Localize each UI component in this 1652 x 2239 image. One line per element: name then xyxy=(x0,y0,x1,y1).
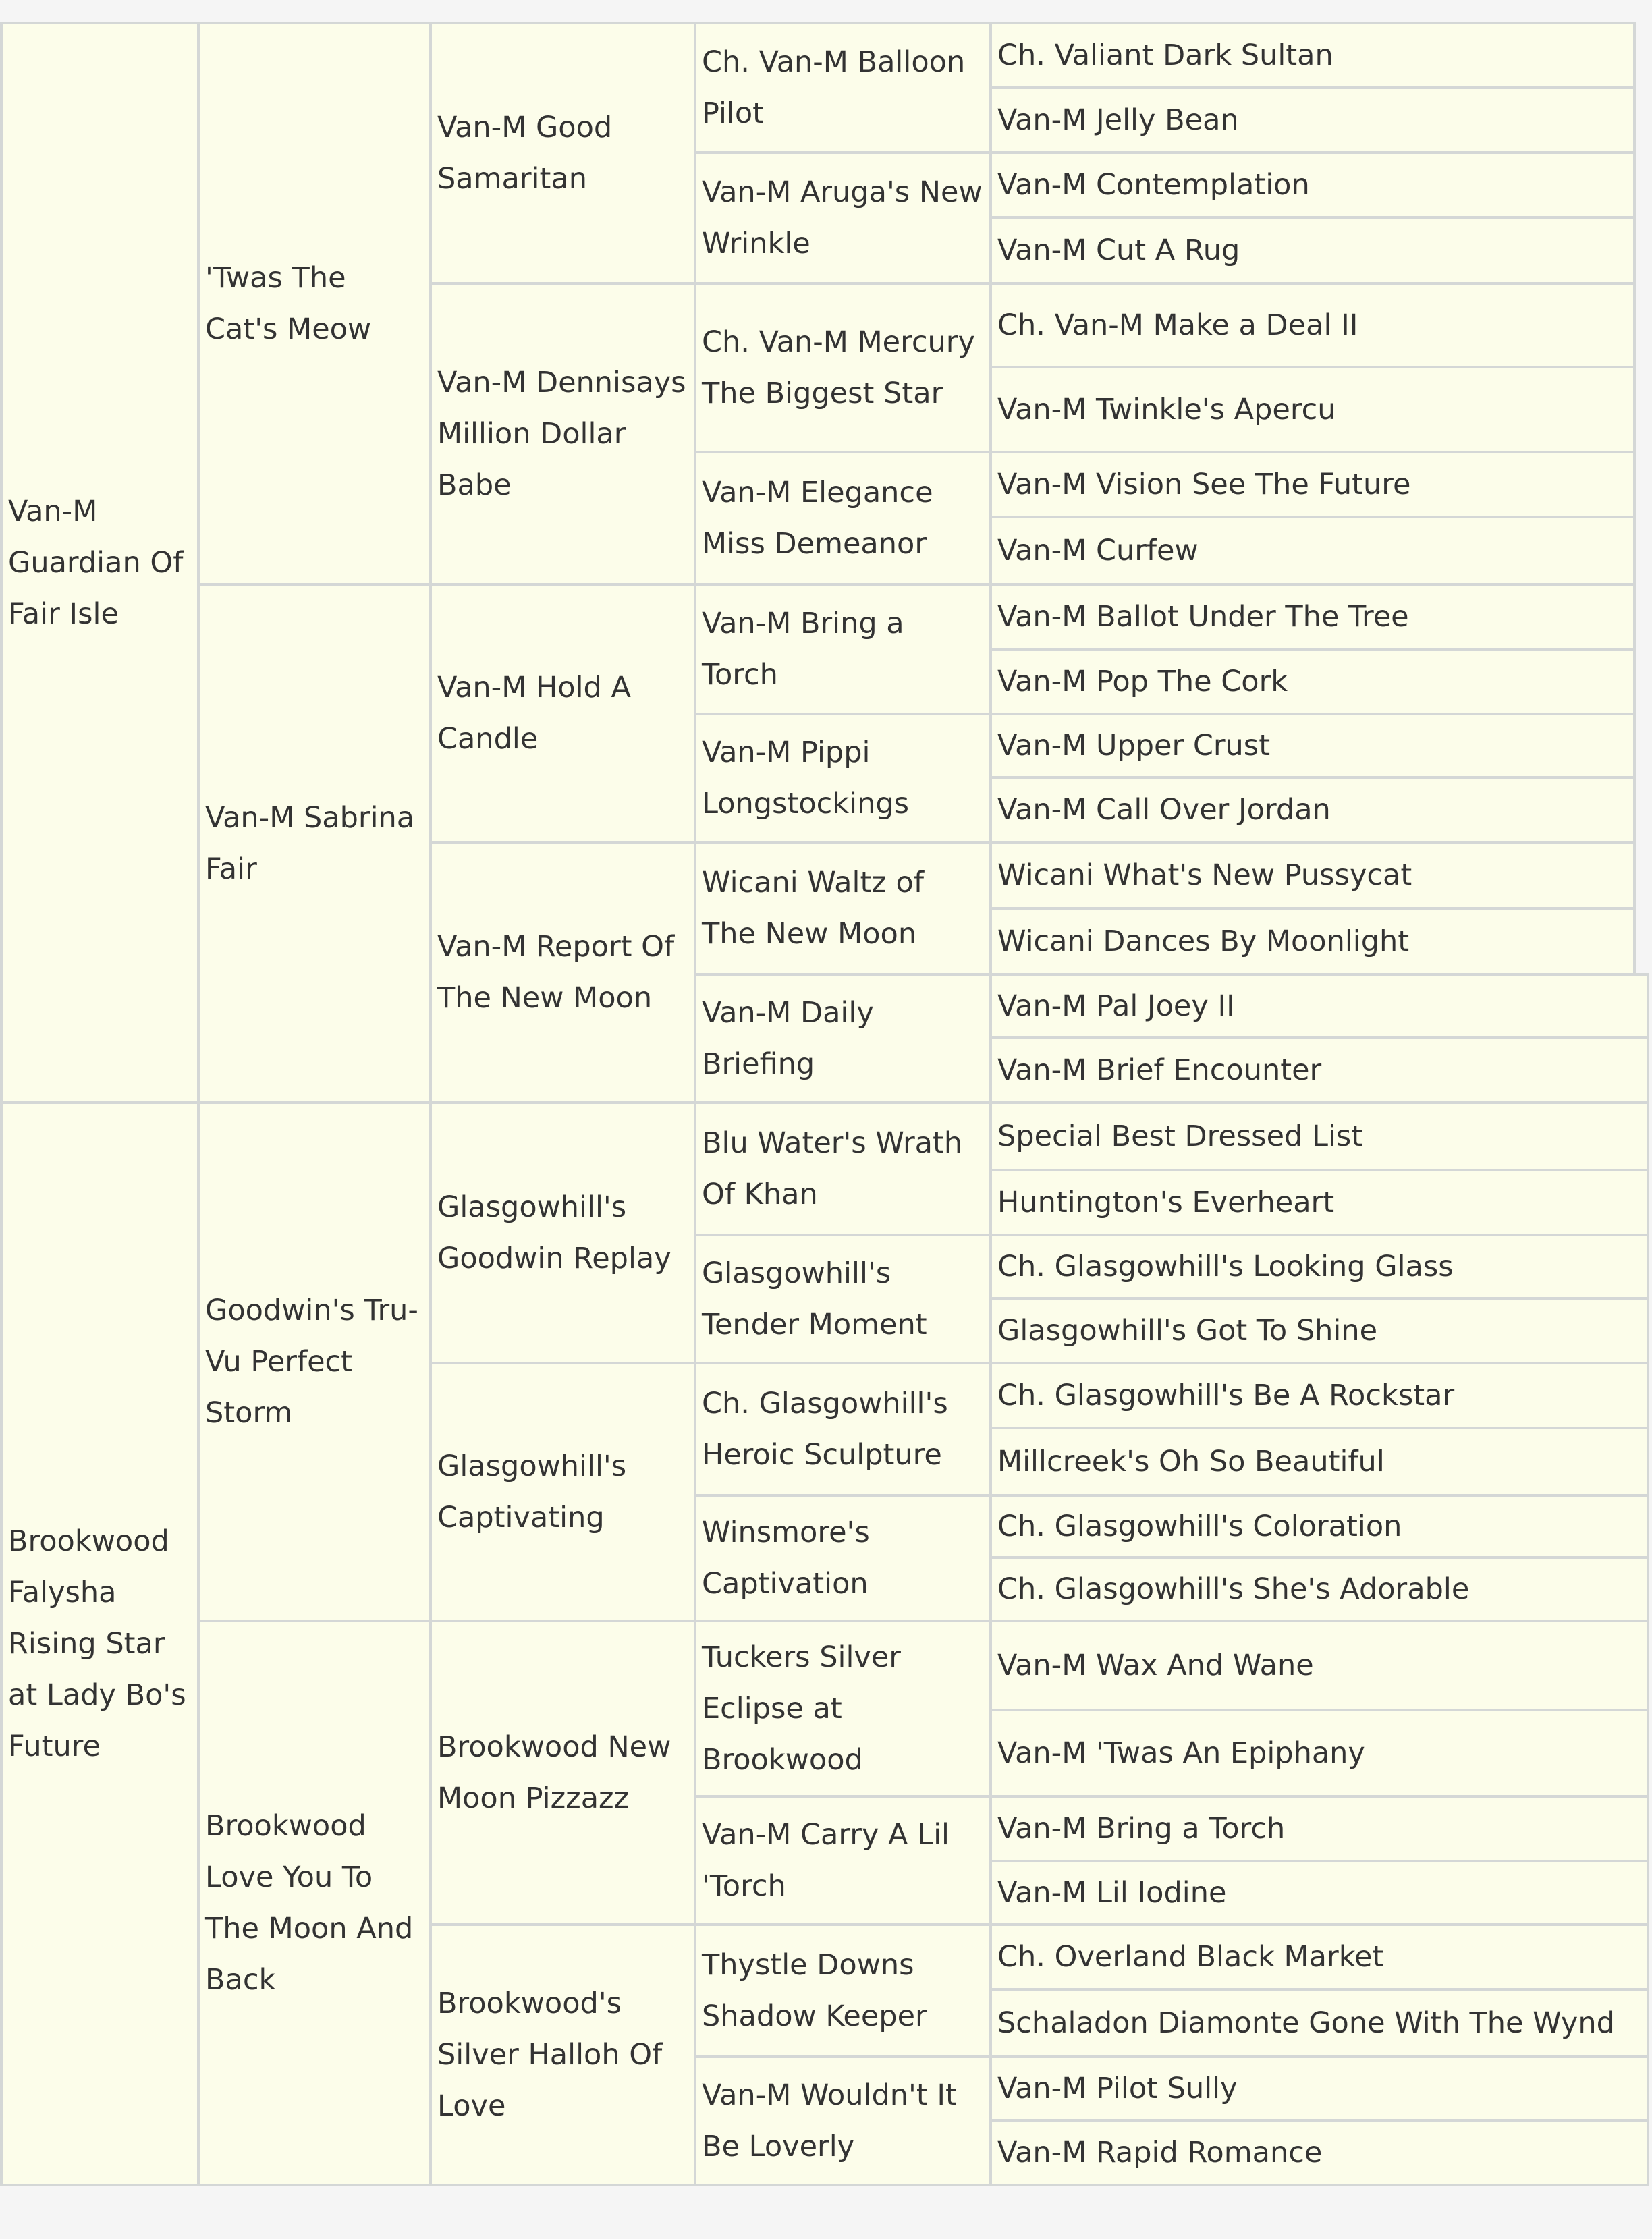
gen5-ancestor-24 xyxy=(989,1556,1649,1622)
sire-dam xyxy=(197,583,432,1104)
ancestor-name: Van-M Curfew xyxy=(997,534,1199,568)
ancestor-name: Wicani Waltz of The New Moon xyxy=(702,866,924,951)
gen4-ancestor-14 xyxy=(694,1795,992,1926)
ancestor-name: Wicani Dances By Moonlight xyxy=(997,924,1410,958)
ancestor-name: Van-M Elegance Miss Demeanor xyxy=(702,476,933,561)
ancestor-name: Ch. Van-M Mercury The Biggest Star xyxy=(702,325,975,410)
gen3-ancestor-4 xyxy=(429,841,696,1104)
ancestor-name: Van-M Upper Crust xyxy=(997,729,1271,763)
gen5-ancestor-25 xyxy=(989,1620,1649,1711)
ancestor-name: Ch. Glasgowhill's Coloration xyxy=(997,1510,1402,1543)
gen4-ancestor-2 xyxy=(694,151,992,285)
gen4-ancestor-8 xyxy=(694,973,992,1104)
gen3-ancestor-7 xyxy=(429,1620,696,1926)
gen5-ancestor-28 xyxy=(989,1860,1649,1926)
gen4-ancestor-10 xyxy=(694,1234,992,1364)
ancestor-name: Van-M Hold A Candle xyxy=(437,671,631,756)
ancestor-name: Van-M Report Of The New Moon xyxy=(437,930,675,1015)
ancestor-name: Brookwood New Moon Pizzazz xyxy=(437,1730,671,1815)
gen4-ancestor-9 xyxy=(694,1101,992,1236)
gen5-ancestor-20 xyxy=(989,1297,1649,1364)
ancestor-name: Brookwood Love You To The Moon And Back xyxy=(205,1809,414,1997)
ancestor-name: Van-M 'Twas An Epiphany xyxy=(997,1736,1365,1770)
ancestor-name: Winsmore's Captivation xyxy=(702,1516,870,1601)
ancestor-name: Van-M Bring a Torch xyxy=(997,1812,1286,1846)
ancestor-name: Glasgowhill's Tender Moment xyxy=(702,1256,927,1342)
gen4-ancestor-5 xyxy=(694,583,992,715)
gen5-ancestor-16 xyxy=(989,1036,1649,1104)
ancestor-name: Van-M Bring a Torch xyxy=(702,607,904,692)
gen4-ancestor-16 xyxy=(694,2055,992,2186)
ancestor-name: Van-M Pal Joey II xyxy=(997,989,1235,1023)
gen4-ancestor-13 xyxy=(694,1620,992,1798)
ancestor-name: Schaladon Diamonte Gone With The Wynd xyxy=(997,2006,1615,2040)
ancestor-name: Brookwood's Silver Halloh Of Love xyxy=(437,1987,663,2123)
ancestor-name: Goodwin's Tru-Vu Perfect Storm xyxy=(205,1294,418,1430)
gen5-ancestor-32 xyxy=(989,2119,1649,2186)
sire xyxy=(0,22,200,1104)
gen5-ancestor-4 xyxy=(989,216,1636,285)
gen4-ancestor-1 xyxy=(694,22,992,154)
gen5-ancestor-12 xyxy=(989,776,1636,844)
ancestor-name: 'Twas The Cat's Meow xyxy=(205,261,372,346)
ancestor-name: Ch. Glasgowhill's Heroic Sculpture xyxy=(702,1387,948,1472)
gen5-ancestor-27 xyxy=(989,1795,1649,1862)
gen5-ancestor-5 xyxy=(989,282,1636,368)
gen4-ancestor-12 xyxy=(694,1494,992,1622)
ancestor-name: Van-M Sabrina Fair xyxy=(205,801,415,886)
gen5-ancestor-19 xyxy=(989,1234,1649,1300)
gen5-ancestor-13 xyxy=(989,841,1636,910)
ancestor-name: Van-M Call Over Jordan xyxy=(997,793,1331,827)
gen5-ancestor-6 xyxy=(989,366,1636,453)
gen5-ancestor-15 xyxy=(989,973,1649,1039)
gen4-ancestor-6 xyxy=(694,713,992,844)
ancestor-name: Wicani What's New Pussycat xyxy=(997,858,1412,892)
gen5-ancestor-9 xyxy=(989,583,1636,651)
gen5-ancestor-11 xyxy=(989,713,1636,779)
gen5-ancestor-2 xyxy=(989,86,1636,154)
ancestor-name: Van-M Lil Iodine xyxy=(997,1876,1227,1910)
gen5-ancestor-21 xyxy=(989,1362,1649,1429)
ancestor-name: Van-M Ballot Under The Tree xyxy=(997,600,1409,634)
ancestor-name: Van-M Wouldn't It Be Loverly xyxy=(702,2078,957,2163)
ancestor-name: Millcreek's Oh So Beautiful xyxy=(997,1445,1385,1478)
page-footer-background xyxy=(0,2186,1652,2239)
ancestor-name: Ch. Glasgowhill's Be A Rockstar xyxy=(997,1379,1455,1412)
ancestor-name: Van-M Twinkle's Apercu xyxy=(997,393,1336,426)
gen5-ancestor-26 xyxy=(989,1709,1649,1798)
gen3-ancestor-2 xyxy=(429,282,696,586)
ancestor-name: Van-M Vision See The Future xyxy=(997,468,1411,501)
ancestor-name: Van-M Wax And Wane xyxy=(997,1649,1314,1682)
gen5-ancestor-14 xyxy=(989,907,1636,976)
sire-name: Van-M Guardian Of Fair Isle xyxy=(8,495,184,631)
gen5-ancestor-23 xyxy=(989,1494,1649,1559)
sire-sire xyxy=(197,22,432,586)
ancestor-name: Van-M Rapid Romance xyxy=(997,2136,1323,2169)
gen4-ancestor-15 xyxy=(694,1923,992,2058)
gen4-ancestor-11 xyxy=(694,1362,992,1497)
ancestor-name: Ch. Overland Black Market xyxy=(997,1940,1384,1974)
ancestor-name: Van-M Daily Briefing xyxy=(702,996,874,1081)
ancestor-name: Ch. Valiant Dark Sultan xyxy=(997,38,1333,72)
gen4-ancestor-4 xyxy=(694,451,992,586)
gen5-ancestor-10 xyxy=(989,648,1636,715)
gen4-ancestor-7 xyxy=(694,841,992,976)
ancestor-name: Ch. Glasgowhill's She's Adorable xyxy=(997,1572,1470,1606)
gen3-ancestor-1 xyxy=(429,22,696,285)
ancestor-name: Van-M Carry A Lil 'Torch xyxy=(702,1818,949,1903)
ancestor-name: Blu Water's Wrath Of Khan xyxy=(702,1126,963,1211)
ancestor-name: Van-M Aruga's New Wrinkle xyxy=(702,175,983,260)
gen3-ancestor-6 xyxy=(429,1362,696,1622)
ancestor-name: Special Best Dressed List xyxy=(997,1120,1363,1153)
ancestor-name: Van-M Brief Encounter xyxy=(997,1053,1322,1087)
ancestor-name: Van-M Pop The Cork xyxy=(997,665,1288,698)
ancestor-name: Van-M Pippi Longstockings xyxy=(702,736,910,821)
gen3-ancestor-3 xyxy=(429,583,696,844)
gen5-ancestor-30 xyxy=(989,1988,1649,2058)
dam xyxy=(0,1101,200,2186)
dam-name: Brookwood Falysha Rising Star at Lady Bo's Future xyxy=(8,1524,186,1763)
gen5-ancestor-29 xyxy=(989,1923,1649,1991)
gen5-ancestor-22 xyxy=(989,1427,1649,1497)
gen5-ancestor-7 xyxy=(989,451,1636,518)
ancestor-name: Glasgowhill's Goodwin Replay xyxy=(437,1190,671,1275)
gen5-ancestor-3 xyxy=(989,151,1636,219)
ancestor-name: Glasgowhill's Captivating xyxy=(437,1449,627,1535)
ancestor-name: Van-M Jelly Bean xyxy=(997,103,1239,137)
ancestor-name: Van-M Dennisays Million Dollar Babe xyxy=(437,366,686,502)
gen4-ancestor-3 xyxy=(694,282,992,453)
ancestor-name: Van-M Cut A Rug xyxy=(997,233,1240,267)
ancestor-name: Ch. Glasgowhill's Looking Glass xyxy=(997,1250,1454,1283)
gen5-ancestor-18 xyxy=(989,1169,1649,1236)
dam-dam xyxy=(197,1620,432,2186)
ancestor-name: Ch. Van-M Make a Deal II xyxy=(997,308,1358,342)
gen5-ancestor-31 xyxy=(989,2055,1649,2122)
ancestor-name: Glasgowhill's Got To Shine xyxy=(997,1314,1378,1348)
ancestor-name: Ch. Van-M Balloon Pilot xyxy=(702,45,966,130)
ancestor-name: Van-M Contemplation xyxy=(997,168,1310,202)
ancestor-name: Tuckers Silver Eclipse at Brookwood xyxy=(702,1640,901,1777)
gen3-ancestor-5 xyxy=(429,1101,696,1364)
ancestor-name: Van-M Pilot Sully xyxy=(997,2072,1238,2105)
gen5-ancestor-17 xyxy=(989,1101,1649,1171)
ancestor-name: Huntington's Everheart xyxy=(997,1186,1335,1219)
gen5-ancestor-1 xyxy=(989,22,1636,89)
dam-sire xyxy=(197,1101,432,1622)
ancestor-name: Thystle Downs Shadow Keeper xyxy=(702,1948,927,2033)
ancestor-name: Van-M Good Samaritan xyxy=(437,111,613,196)
gen3-ancestor-8 xyxy=(429,1923,696,2186)
gen5-ancestor-8 xyxy=(989,516,1636,586)
